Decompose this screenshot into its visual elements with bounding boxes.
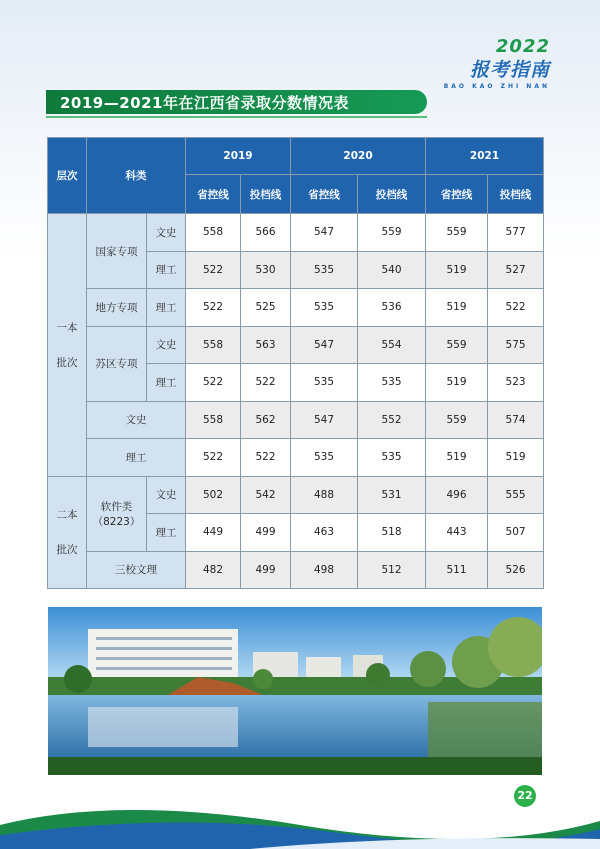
table-row [48, 289, 544, 327]
score-cell: 575 [488, 326, 544, 364]
score-cell: 499 [241, 551, 291, 589]
score-cell: 540 [358, 251, 426, 289]
group-national: 国家专项 [87, 214, 147, 289]
score-cell: 535 [291, 251, 358, 289]
level-1-line1: 一本 [56, 321, 78, 334]
table-row [48, 401, 544, 439]
score-cell: 519 [426, 364, 488, 402]
track-cell: 理工 [87, 439, 186, 477]
score-cell: 558 [186, 401, 241, 439]
score-cell: 535 [358, 364, 426, 402]
track-cell: 三校文理 [87, 551, 186, 589]
score-cell: 511 [426, 551, 488, 589]
score-cell: 522 [241, 439, 291, 477]
score-cell: 498 [291, 551, 358, 589]
score-cell: 519 [488, 439, 544, 477]
page-number: 22 [514, 785, 536, 807]
score-cell: 536 [358, 289, 426, 327]
score-cell: 522 [488, 289, 544, 327]
score-cell: 566 [241, 214, 291, 252]
score-cell: 559 [426, 401, 488, 439]
track-cell: 理工 [147, 364, 186, 402]
score-cell: 535 [358, 439, 426, 477]
subheader-cell: 省控线 [291, 175, 358, 214]
group-local: 地方专项 [87, 289, 147, 327]
score-cell: 512 [358, 551, 426, 589]
score-cell: 522 [186, 289, 241, 327]
header-year-2019: 2019 [186, 138, 291, 175]
title-underline [46, 116, 427, 118]
score-cell: 522 [186, 439, 241, 477]
score-cell: 577 [488, 214, 544, 252]
table-row [48, 476, 544, 514]
group-software-line1: 软件类 [100, 500, 133, 513]
subheader-cell: 省控线 [426, 175, 488, 214]
score-cell: 449 [186, 514, 241, 552]
section-title-bar [46, 90, 427, 114]
table-row [48, 439, 544, 477]
score-cell: 535 [291, 439, 358, 477]
subheader-cell: 省控线 [186, 175, 241, 214]
header-year-2021: 2021 [426, 138, 544, 175]
track-cell: 文史 [87, 401, 186, 439]
campus-photo-art [48, 607, 542, 775]
table-header-row [48, 138, 544, 175]
score-cell: 531 [358, 476, 426, 514]
score-cell: 482 [186, 551, 241, 589]
score-cell: 555 [488, 476, 544, 514]
score-cell: 522 [186, 251, 241, 289]
track-cell: 文史 [147, 476, 186, 514]
score-cell: 526 [488, 551, 544, 589]
score-cell: 522 [241, 364, 291, 402]
table-row [48, 214, 544, 252]
group-software-line2: （8223） [92, 515, 141, 528]
track-cell: 理工 [147, 514, 186, 552]
score-cell: 502 [186, 476, 241, 514]
score-cell: 547 [291, 401, 358, 439]
score-cell: 552 [358, 401, 426, 439]
footer-swoosh [0, 795, 600, 849]
score-cell: 558 [186, 214, 241, 252]
score-cell: 527 [488, 251, 544, 289]
level-2-line2: 批次 [56, 544, 78, 557]
level-2-line1: 二本 [56, 509, 78, 522]
score-cell: 563 [241, 326, 291, 364]
score-cell: 463 [291, 514, 358, 552]
score-cell: 443 [426, 514, 488, 552]
campus-photo [48, 607, 542, 775]
score-cell: 547 [291, 326, 358, 364]
score-cell: 559 [358, 214, 426, 252]
brand-logo [444, 36, 550, 90]
score-cell: 488 [291, 476, 358, 514]
section-title: 2019—2021年在江西省录取分数情况表 [60, 93, 349, 112]
track-cell: 理工 [147, 289, 186, 327]
score-cell: 499 [241, 514, 291, 552]
score-cell: 558 [186, 326, 241, 364]
score-cell: 522 [186, 364, 241, 402]
table-row [48, 326, 544, 364]
score-cell: 530 [241, 251, 291, 289]
brand-name: 报考指南 [469, 59, 550, 81]
score-cell: 518 [358, 514, 426, 552]
score-cell: 559 [426, 214, 488, 252]
score-cell: 547 [291, 214, 358, 252]
score-cell: 554 [358, 326, 426, 364]
level-1-line2: 批次 [56, 356, 78, 369]
score-cell: 535 [291, 289, 358, 327]
score-cell: 535 [291, 364, 358, 402]
subheader-cell: 投档线 [241, 175, 291, 214]
header-year-2020: 2020 [291, 138, 426, 175]
group-soviet-area: 苏区专项 [87, 326, 147, 401]
score-cell: 519 [426, 439, 488, 477]
level-1-cell [48, 214, 87, 477]
track-cell: 文史 [147, 326, 186, 364]
score-cell: 559 [426, 326, 488, 364]
score-cell: 523 [488, 364, 544, 402]
table-row [48, 551, 544, 589]
subheader-cell: 投档线 [488, 175, 544, 214]
score-cell: 496 [426, 476, 488, 514]
brand-year: 2022 [495, 36, 550, 57]
score-cell: 519 [426, 289, 488, 327]
brand-pinyin: BAO KAO ZHI NAN [443, 83, 550, 90]
score-cell: 562 [241, 401, 291, 439]
subheader-cell: 投档线 [358, 175, 426, 214]
score-cell: 519 [426, 251, 488, 289]
header-subject: 科类 [87, 138, 186, 214]
score-table [47, 137, 544, 589]
track-cell: 文史 [147, 214, 186, 252]
group-software [87, 476, 147, 551]
track-cell: 理工 [147, 251, 186, 289]
header-level: 层次 [48, 138, 87, 214]
score-cell: 542 [241, 476, 291, 514]
level-2-cell [48, 476, 87, 589]
score-cell: 574 [488, 401, 544, 439]
score-cell: 507 [488, 514, 544, 552]
score-cell: 525 [241, 289, 291, 327]
